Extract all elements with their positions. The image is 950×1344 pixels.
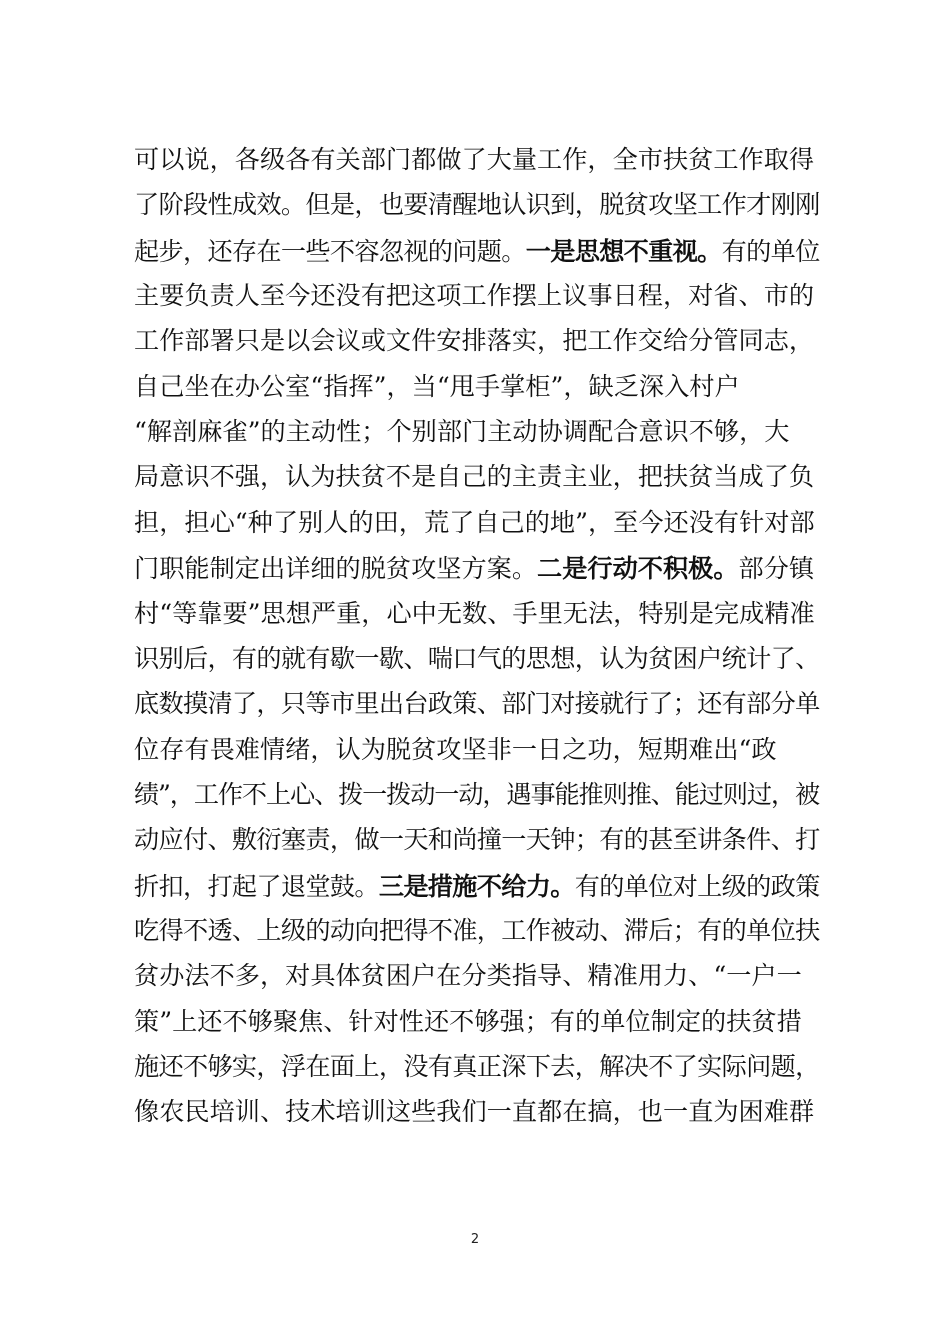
bold-heading-phrase: 二是行动不积极。: [537, 553, 739, 584]
text-run: 主要负责人至今还没有把这项工作摆上议事日程，对省、市的: [134, 281, 815, 311]
page-number: 2: [470, 1232, 480, 1247]
text-line: [134, 732, 820, 768]
bold-heading-phrase: 一是思想不重视。: [525, 235, 722, 266]
text-run: 有的单位: [721, 236, 820, 266]
text-line: [134, 459, 820, 495]
text-line: [134, 686, 820, 722]
text-line: [134, 958, 820, 994]
text-run: 可以说，各级各有关部门都做了大量工作，全市扶贫工作取得: [134, 145, 815, 174]
text-run: 策”上还不够聚焦、针对性还不够强；有的单位制定的扶贫措: [134, 1006, 802, 1036]
text-run: 自己坐在办公室“指挥”，当“甩手掌柜”，缺乏深入村户: [134, 371, 740, 401]
text-line: [134, 369, 820, 405]
text-run: 位存有畏难情绪，认为脱贫攻坚非一日之功，短期难出“政: [134, 734, 777, 764]
text-line: [134, 822, 820, 858]
text-line: [134, 1094, 820, 1130]
text-run: 起步，还存在一些不容忽视的问题。: [134, 236, 526, 266]
text-line: [134, 641, 820, 677]
text-line: [134, 233, 820, 269]
text-line: [134, 505, 820, 541]
text-line: [134, 323, 820, 359]
text-line: [134, 550, 820, 586]
text-run: 部分镇: [738, 554, 815, 584]
text-line: [134, 278, 820, 314]
text-run: 工作部署只是以会议或文件安排落实，把工作交给分管同志，: [134, 326, 815, 356]
text-run: 识别后，有的就有歇一歇、喘口气的思想，认为贫困户统计了、: [134, 643, 820, 673]
text-line: [134, 596, 820, 632]
text-line: [134, 187, 820, 223]
text-run: 像农民培训、技术培训这些我们一直都在搞，也一直为困难群: [134, 1097, 815, 1127]
text-run: 有的单位对上级的政策: [574, 871, 820, 901]
text-run: 折扣，打起了退堂鼓。: [134, 871, 379, 901]
text-run: 贫办法不多，对具体贫困户在分类指导、精准用力、“一户一: [134, 961, 802, 991]
text-run: 吃得不透、上级的动向把得不准，工作被动、滞后；有的单位扶: [134, 915, 820, 945]
text-run: “解剖麻雀”的主动性；个别部门主动协调配合意识不够，大: [134, 417, 790, 447]
text-run: 局意识不强，认为扶贫不是自己的主责主业，把扶贫当成了负: [134, 462, 815, 492]
text-run: 动应付、敷衍塞责，做一天和尚撞一天钟；有的甚至讲条件、打: [134, 825, 820, 855]
text-line: [134, 1049, 820, 1085]
text-run: 底数摸清了，只等市里出台政策、部门对接就行了；还有部分单: [134, 689, 820, 719]
text-line: [134, 414, 820, 450]
text-run: 门职能制定出详细的脱贫攻坚方案。: [134, 554, 537, 584]
text-run: 村“等靠要”思想严重，心中无数、手里无法，特别是完成精准: [134, 598, 815, 628]
text-run: 施还不够实，浮在面上，没有真正深下去，解决不了实际问题，: [134, 1052, 820, 1081]
text-line: [134, 1004, 820, 1040]
text-line: [134, 142, 820, 178]
text-run: 绩”，工作不上心、拨一拨动一动，遇事能推则推、能过则过，被: [134, 779, 819, 809]
bold-heading-phrase: 三是措施不给力。: [378, 870, 575, 901]
text-run: 担，担心“种了别人的田，荒了自己的地”，至今还没有针对部: [134, 507, 815, 537]
text-line: [134, 777, 820, 813]
text-line: [134, 913, 820, 949]
text-line: [134, 868, 820, 904]
text-run: 了阶段性成效。但是，也要清醒地认识到，脱贫攻坚工作才刚刚: [134, 190, 820, 220]
